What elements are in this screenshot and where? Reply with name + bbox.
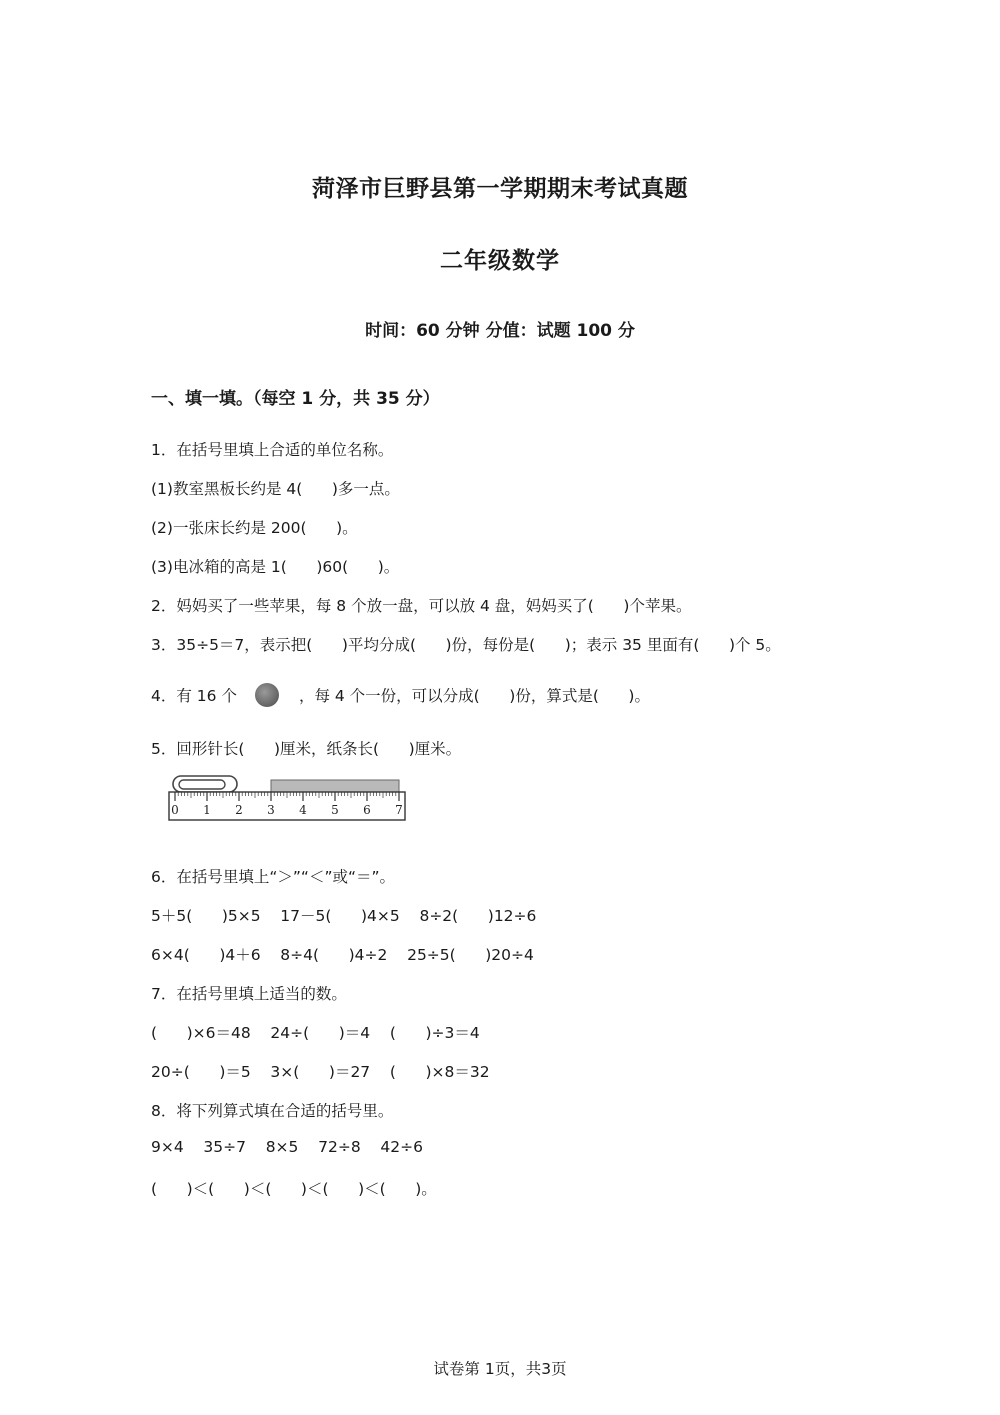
question-1-part-1: (1)教室黑板长约是 4( )多一点。 bbox=[151, 480, 400, 498]
question-1-part-2: (2)一张床长约是 200( )。 bbox=[151, 519, 358, 537]
question-8: 8．将下列算式填在合适的括号里。 bbox=[151, 1102, 394, 1120]
ruler-tick-label: 4 bbox=[299, 803, 307, 817]
question-7-row-1: ( )×6＝48 24÷( )＝4 ( )÷3＝4 bbox=[151, 1024, 480, 1042]
ruler-tick-label: 7 bbox=[395, 803, 403, 817]
question-4 bbox=[151, 680, 650, 710]
exam-subtitle: 二年级数学 bbox=[440, 248, 560, 274]
question-2: 2．妈妈买了一些苹果，每 8 个放一盘，可以放 4 盘，妈妈买了( )个苹果。 bbox=[151, 597, 692, 615]
question-6: 6．在括号里填上“＞”“＜”或“＝”。 bbox=[151, 868, 396, 886]
question-6-row-2: 6×4( )4＋6 8÷4( )4÷2 25÷5( )20÷4 bbox=[151, 946, 534, 964]
section-heading: 一、填一填。（每空 1 分，共 35 分） bbox=[151, 389, 440, 409]
question-8-row-1: 9×4 35÷7 8×5 72÷8 42÷6 bbox=[151, 1138, 423, 1156]
question-7: 7．在括号里填上适当的数。 bbox=[151, 985, 347, 1003]
question-4-before: 4．有 16 个 bbox=[151, 687, 237, 705]
exam-title: 菏泽市巨野县第一学期期末考试真题 bbox=[312, 176, 688, 202]
question-8-row-2: ( )＜( )＜( )＜( )＜( )。 bbox=[151, 1180, 437, 1198]
ruler-tick-label: 6 bbox=[363, 803, 371, 817]
question-1-part-3: (3)电冰箱的高是 1( )60( )。 bbox=[151, 558, 400, 576]
question-6-row-1: 5＋5( )5×5 17－5( )4×5 8÷2( )12÷6 bbox=[151, 907, 537, 925]
ruler-tick-label: 1 bbox=[203, 803, 211, 817]
question-7-row-2: 20÷( )＝5 3×( )＝27 ( )×8＝32 bbox=[151, 1063, 490, 1081]
ball-icon bbox=[255, 683, 279, 707]
ruler-tick-label: 0 bbox=[171, 803, 179, 817]
page-footer: 试卷第 1页，共3页 bbox=[433, 1360, 567, 1378]
question-3: 3．35÷5＝7，表示把( )平均分成( )份，每份是( )；表示 35 里面有( )个 5。 bbox=[151, 636, 781, 654]
ruler-figure bbox=[165, 770, 410, 825]
question-4-after: ，每 4 个一份，可以分成( )份，算式是( )。 bbox=[298, 687, 650, 705]
ruler-tick-label: 2 bbox=[235, 803, 243, 817]
question-5: 5．回形针长( )厘米，纸条长( )厘米。 bbox=[151, 740, 462, 758]
exam-info: 时间：60 分钟 分值：试题 100 分 bbox=[365, 321, 635, 341]
ruler-tick-label: 3 bbox=[267, 803, 275, 817]
ruler-tick-label: 5 bbox=[331, 803, 339, 817]
question-1: 1．在括号里填上合适的单位名称。 bbox=[151, 441, 394, 459]
paperclip-icon bbox=[173, 776, 237, 792]
